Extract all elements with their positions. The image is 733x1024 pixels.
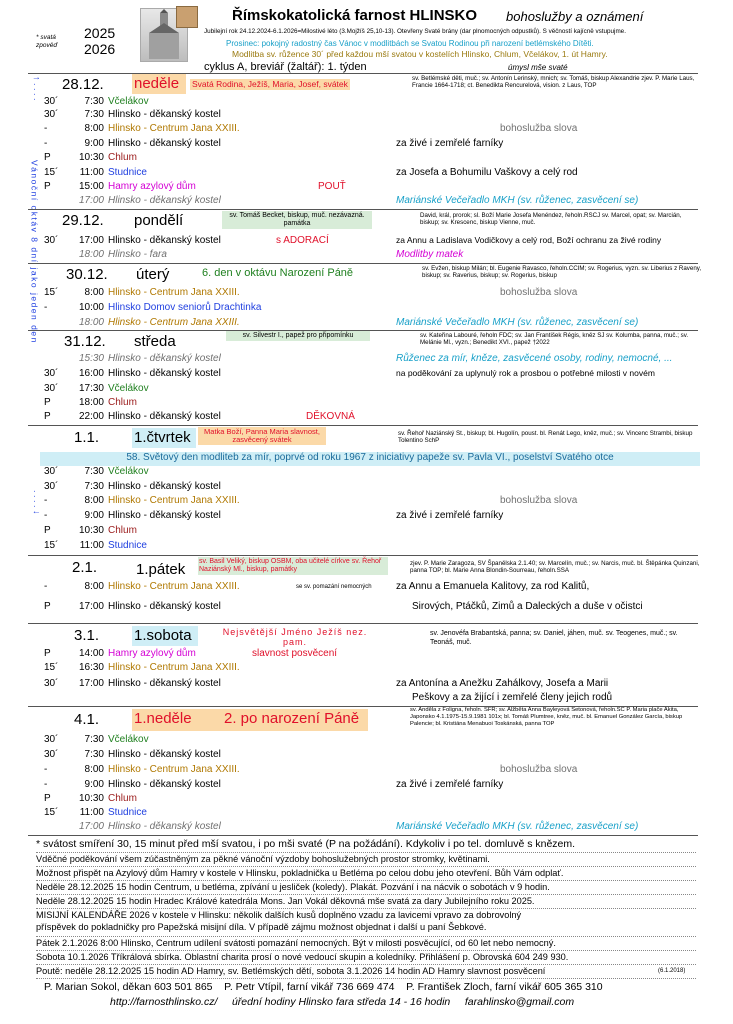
service-time: 7:30 — [84, 466, 104, 477]
confession-mark: 15´ — [44, 287, 59, 298]
divider — [36, 950, 696, 951]
liturgical-cycle: cyklus A, breviář (žaltář): 1. týden — [204, 61, 367, 73]
intention-header: úmysl mše svaté — [508, 63, 568, 72]
mass-intention: bohoslužba slova — [500, 123, 578, 134]
service-time: 10:30 — [78, 525, 104, 536]
service-time: 17:00 — [78, 821, 104, 832]
service-location: Chlum — [108, 525, 137, 536]
service-time: 11:00 — [79, 807, 104, 818]
service-time: 10:00 — [78, 302, 104, 313]
service-location: Hlinsko - děkanský kostel — [108, 779, 221, 790]
saints-list: David, král, prorok; sl. Boží Marie Josefa Menéndez, řeholn.RSCJ sv. Marcel, opat; sv. Marcián, biskup; sv. Krescenc, biskup Vienne, muč. — [420, 212, 682, 226]
mass-intention: na poděkování za uplynulý rok a prosbou o potřebné milosti v novém — [396, 368, 655, 378]
service-time: 8:00 — [84, 581, 104, 592]
service-location: Studnice — [108, 167, 147, 178]
service-location: Hlinsko - děkanský kostel — [108, 481, 221, 492]
service-location: Včelákov — [108, 383, 149, 394]
service-note: se sv. pomazání nemocných — [296, 584, 372, 590]
service-time: 11:00 — [79, 540, 104, 551]
service-location: Hamry azylový dům — [108, 648, 196, 659]
footer-web-link[interactable]: http://farnosthlinsko.cz/ úřední hodiny Hlinsko fara středa 14 - 16 hodin farahlinsko@gmail.com — [110, 996, 575, 1008]
confession-mark: 30´ — [44, 749, 59, 760]
saints-list: sv. Anděla z Foligna, řeholn. SFR; sv. Alžběta Anna Bayleyová Setonová, řeholn.SC P. Maria plače Akita, Japonsko 4.1.1975-15.9.1981 101x; bl. Tomáš Plumtree, kněz, muč. bl. Emanuel González García, biskup Palencie; bl. Kristiána Menabuoi Toskánská, panna TOP — [410, 707, 683, 727]
confession-mark: P — [44, 181, 51, 192]
service-time: 7:30 — [84, 749, 104, 760]
feast-label: sv. Silvestr I., papež pro připomínku — [226, 331, 370, 341]
service-time: 15:30 — [78, 353, 104, 364]
footer-note: příspěvek do pokladničky pro Papežská misijní díla. V případě zájmu možnost objednat i další u paní Šebkové. — [36, 922, 487, 932]
service-time: 17:00 — [78, 601, 104, 612]
service-time: 18:00 — [78, 397, 104, 408]
service-location: Chlum — [108, 152, 137, 163]
mass-intention: za živé i zemřelé farníky — [396, 138, 504, 149]
confession-mark: 30´ — [44, 96, 59, 107]
footer-note: Možnost přispět na Azylový dům Hamry v kostele v Hlinsku, pokladnička u Betléma po celou dobu jeho otevření. Bůh Vám odplať. — [36, 868, 564, 878]
day-date: 29.12. — [62, 212, 104, 229]
service-location: Hlinsko - děkanský kostel — [108, 138, 221, 149]
page-title: Římskokatolická farnost HLINSKO — [232, 7, 478, 24]
service-time: 11:00 — [79, 167, 104, 178]
service-time: 8:00 — [84, 123, 104, 134]
confession-mark: 15´ — [44, 540, 59, 551]
service-time: 7:30 — [84, 96, 104, 107]
divider — [28, 263, 698, 264]
mass-intention: bohoslužba slova — [500, 287, 578, 298]
service-location: Hlinsko - Centrum Jana XXIII. — [108, 317, 240, 328]
service-time: 16:00 — [78, 368, 104, 379]
confession-mark: 30´ — [44, 678, 59, 689]
service-location: Studnice — [108, 807, 147, 818]
service-location: Chlum — [108, 397, 137, 408]
day-date: 2.1. — [72, 559, 98, 576]
service-time: 15:00 — [78, 181, 104, 192]
divider — [36, 908, 696, 909]
service-time: 7:30 — [84, 109, 104, 120]
confession-mark: - — [44, 123, 48, 134]
service-location: Hlinsko - Centrum Jana XXIII. — [108, 123, 240, 134]
feast-label: 6. den v oktávu Narození Páně — [202, 267, 354, 279]
service-location: Hlinsko - Centrum Jana XXIII. — [108, 581, 240, 592]
jubilee-note: Jubilejní rok 24.12.2024-6.1.2026=Milostivé léto (3.Mojžíš 25,10-13). Otevřeny Svaté brány (dar plnomocných odpustků). S věčností kajícně vstupujme. — [204, 28, 626, 35]
service-time: 10:30 — [78, 152, 104, 163]
feast-label: Matka Boží, Panna Maria slavnost, zasvěcený svátek — [198, 427, 326, 445]
confession-mark: 30´ — [44, 109, 59, 120]
day-date: 28.12. — [62, 76, 104, 93]
service-time: 7:30 — [84, 481, 104, 492]
confession-mark: 15´ — [44, 662, 59, 673]
service-time: 17:00 — [78, 195, 104, 206]
service-note: DĚKOVNÁ — [306, 411, 355, 422]
year-2025: 2025 — [84, 25, 116, 41]
mass-intention: Peškovy a za žijící i zemřelé členy jejich rodů — [412, 692, 613, 703]
service-location: Hlinsko - děkanský kostel — [108, 109, 221, 120]
mass-intention: bohoslužba slova — [500, 495, 578, 506]
saints-list: sv. Evžen, biskup Milán; bl. Eugenie Ravasco, řeholn.CCIM; sv. Rogerius, vyzn. sv. Liberius z Raveny, biskup; sv. Raverius, biskup; sv. Rogerius, biskup — [422, 265, 702, 279]
confession-mark: - — [44, 581, 48, 592]
divider — [28, 73, 698, 74]
service-time: 9:00 — [84, 779, 104, 790]
divider — [28, 425, 698, 426]
divider — [28, 623, 698, 624]
saints-list: sv. Jenovéfa Brabantská, panna; sv. Daniel, jáhen, muč. sv. Teogenes, muč.; sv. Teonáš, muč. — [430, 630, 678, 646]
day-date: 31.12. — [64, 333, 106, 350]
service-location: Hlinsko - děkanský kostel — [108, 601, 221, 612]
footer-note: Vděčné poděkování všem zúčastněným za pěkné vánoční výzdoby bohoslužebných prostor stromky, květinami. — [36, 854, 490, 864]
service-location: Hlinsko - děkanský kostel — [108, 368, 221, 379]
service-location: Hlinsko - děkanský kostel — [108, 678, 221, 689]
footer-confession: * svátost smíření 30, 15 minut před mší svatou, i po mši svaté (P na požádání). Kdykoliv i po tel. domluvě s knězem. — [36, 838, 576, 850]
day-name: 1.pátek — [136, 561, 186, 578]
feast-label: Svatá Rodina, Ježíš, Maria, Josef, svátek — [192, 79, 348, 89]
mass-intention: za živé i zemřelé farníky — [396, 779, 504, 790]
peace-day-banner: 58. Světový den modliteb za mír, poprvé od roku 1967 z iniciativy papeže sv. Pavla VI., poselství Svatého otce — [40, 452, 700, 466]
day-name: 1.čtvrtek — [132, 428, 196, 448]
service-location: Studnice — [108, 540, 147, 551]
service-location: Hlinsko Domov seniorů Drachtinka — [108, 302, 262, 313]
confession-mark: P — [44, 525, 51, 536]
svata-zpoved-label: * svatá zpověď — [36, 34, 58, 49]
mass-intention: bohoslužba slova — [500, 764, 578, 775]
day-date: 3.1. — [74, 627, 100, 644]
service-time: 14:00 — [78, 648, 104, 659]
service-location: Hlinsko - fara — [108, 249, 167, 260]
feast-label: Nejsvětější Jméno Ježíš nez. pam. — [222, 627, 368, 647]
mass-intention: Mariánské Večeřadlo MKH (sv. růženec, zasvěcení se) — [396, 195, 639, 206]
service-time: 10:30 — [78, 793, 104, 804]
confession-mark: 30´ — [44, 235, 59, 246]
service-location: Chlum — [108, 793, 137, 804]
confession-mark: P — [44, 601, 51, 612]
footer-note: Poutě: neděle 28.12.2025 15 hodin AD Hamry, sv. Betlémských dětí, sobota 3.1.2026 14 hodin AD Hamry slavnost posvěcení — [36, 966, 546, 976]
divider — [28, 209, 698, 210]
service-location: Hlinsko - děkanský kostel — [108, 235, 221, 246]
divider — [36, 978, 696, 979]
mass-intention: za Josefa a Bohumilu Vaškovy a celý rod — [396, 167, 578, 178]
confession-mark: 30´ — [44, 466, 59, 477]
day-name: 1.neděle — [132, 709, 368, 731]
mass-intention: Modlitby matek — [396, 249, 464, 260]
day-date: 4.1. — [74, 711, 100, 728]
mass-intention: za Antonína a Anežku Zahálkovy, Josefa a Marii — [396, 678, 609, 689]
service-time: 17:00 — [78, 678, 104, 689]
service-location: Hlinsko - Centrum Jana XXIII. — [108, 764, 240, 775]
day-name: úterý — [136, 266, 170, 283]
service-time: 8:00 — [84, 495, 104, 506]
day-date: 1.1. — [74, 429, 100, 446]
service-location: Hlinsko - Centrum Jana XXIII. — [108, 662, 240, 673]
feast-label: 2. po narození Páně — [224, 710, 360, 727]
divider — [28, 555, 698, 556]
service-time: 17:30 — [78, 383, 104, 394]
footer-note: Pátek 2.1.2026 8:00 Hlinsko, Centrum udílení svátosti pomazání nemocných. Být v milosti posvěcující, od 60 let nebo nemocný. — [36, 938, 556, 948]
octave-vertical-text: Vánoční oktáv 8 dní jako jeden den — [29, 160, 40, 344]
confession-mark: - — [44, 779, 48, 790]
service-location: Hlinsko - Centrum Jana XXIII. — [108, 287, 240, 298]
page-subtitle: bohoslužby a oznámení — [506, 9, 644, 24]
service-time: 18:00 — [78, 249, 104, 260]
service-time: 8:00 — [84, 287, 104, 298]
octave-arrow-down: . . . . ↓ — [32, 490, 42, 515]
divider — [36, 964, 696, 965]
divider — [28, 835, 698, 836]
service-time: 7:30 — [84, 734, 104, 745]
confession-mark: - — [44, 302, 48, 313]
service-location: Hlinsko - děkanský kostel — [108, 195, 221, 206]
confession-mark: P — [44, 648, 51, 659]
service-time: 9:00 — [84, 138, 104, 149]
confession-mark: P — [44, 152, 51, 163]
day-date: 30.12. — [66, 266, 108, 283]
confession-mark: 15´ — [44, 807, 59, 818]
confession-mark: P — [44, 411, 51, 422]
confession-mark: 30´ — [44, 734, 59, 745]
divider — [36, 852, 696, 853]
service-time: 9:00 — [84, 510, 104, 521]
footer-contacts: P. Marian Sokol, děkan 603 501 865 P. Petr Vtípil, farní vikář 736 669 474 P. František Zloch, farní vikář 605 365 310 — [44, 981, 603, 993]
service-location: Hlinsko - děkanský kostel — [108, 749, 221, 760]
mass-intention: za Annu a Emanuela Kalitovy, za rod Kalitů, — [396, 581, 590, 592]
confession-mark: - — [44, 495, 48, 506]
mass-intention: Růženec za mír, kněze, zasvěcené osoby, rodiny, nemocné, ... — [396, 353, 673, 364]
saints-list: sv. Betlémské děti, muč.; sv. Antonín Lerinský, mnich; sv. Tomáš, biskup Alexandrie zjev. P. Marie Laus, Francie 1664-1718; ct. Benedikta Rencurelová, vision. z Laus, TOP — [412, 75, 695, 89]
confession-mark: P — [44, 397, 51, 408]
divider — [36, 866, 696, 867]
feast-label: sv. Basil Veliký, biskup OSBM, oba učitelé církve sv. Řehoř Naziánský Ml., biskup, památky — [198, 557, 388, 575]
prosinec-note: Prosinec: pokojný radostný čas Vánoc v modlitbách se Svatou Rodinou při narození betlémského Dítěti. — [226, 39, 594, 48]
service-location: Včelákov — [108, 466, 149, 477]
mass-intention: Mariánské Večeřadlo MKH (sv. růženec, zasvěcení se) — [396, 317, 639, 328]
service-location: Včelákov — [108, 96, 149, 107]
day-name: pondělí — [134, 212, 184, 229]
saints-list: sv. Řehoř Naziánský St., biskup; bl. Hugolín, poust. bl. Renát Lego, kněz, muč.; sv. Vincenc Strambi, biskup Tolentino SchP — [398, 430, 693, 444]
service-location: Hlinsko - Centrum Jana XXIII. — [108, 495, 240, 506]
footer-note: Neděle 28.12.2025 15 hodin Hradec Králové katedrála Mons. Jan Vokál děkovná mše svatá za dary Jubilejního roku 2025. — [36, 896, 535, 906]
octave-arrow-up: ↑ . . . . — [32, 76, 42, 101]
mass-intention: Sirových, Ptáčků, Zimů a Daleckých a duše v očistci — [412, 601, 643, 612]
day-name: středa — [134, 333, 176, 350]
footer-note: Sobota 10.1.2026 Tříkrálová sbírka. Oblastní charita prosí o nové vedoucí skupin a koledníky. Přihlášení p. Obrovská 604 249 930. — [36, 952, 569, 962]
footer-date-small: (6.1.2018) — [658, 968, 686, 974]
service-note: slavnost posvěcení — [252, 648, 338, 659]
saints-list: sv. Kateřina Labouré, řeholn FDC; sv. Jan František Régis, kněz SJ sv. Kolumba, panna, muč.; sv. Melánie Ml., vyzn.; Benedikt XVI., papež †2022 — [420, 332, 689, 346]
confession-mark: - — [44, 764, 48, 775]
painting-image — [176, 6, 198, 28]
day-name: 1.sobota — [132, 626, 198, 646]
service-location: Hamry azylový dům — [108, 181, 196, 192]
confession-mark: - — [44, 138, 48, 149]
service-time: 8:00 — [84, 764, 104, 775]
saints-list: zjev. P. Marie Zaragoza, SV Španělska 2.1.40; sv. Marcelín, muč.; sv. Narcis, muč. bl. Štěpánka Quinzani, panna TOP; bl. Marie Anna Blondin-Sourreau, řeholn.SSA — [410, 560, 700, 574]
confession-mark: 30´ — [44, 481, 59, 492]
divider — [36, 936, 696, 937]
service-time: 17:00 — [78, 235, 104, 246]
service-location: Hlinsko - děkanský kostel — [108, 353, 221, 364]
service-time: 18:00 — [78, 317, 104, 328]
service-time: 16:30 — [78, 662, 104, 673]
year-2026: 2026 — [84, 41, 116, 57]
service-note: POUŤ — [318, 181, 346, 192]
divider — [36, 880, 696, 881]
confession-mark: 15´ — [44, 167, 59, 178]
service-note: s ADORACÍ — [276, 235, 329, 246]
confession-mark: 30´ — [44, 383, 59, 394]
confession-mark: 30´ — [44, 368, 59, 379]
service-location: Hlinsko - děkanský kostel — [108, 510, 221, 521]
mass-intention: Mariánské Večeřadlo MKH (sv. růženec, zasvěcení se) — [396, 821, 639, 832]
day-name: neděle — [132, 74, 186, 94]
divider — [36, 894, 696, 895]
rosary-note: Modlitba sv. růžence 30´ před každou mší svatou v kostelích Hlinsko, Chlum, Včelákov, 1. út Hamry. — [232, 49, 608, 59]
service-location: Hlinsko - děkanský kostel — [108, 411, 221, 422]
mass-intention: za živé i zemřelé farníky — [396, 510, 504, 521]
service-location: Hlinsko - děkanský kostel — [108, 821, 221, 832]
confession-mark: - — [44, 510, 48, 521]
confession-mark: P — [44, 793, 51, 804]
service-location: Včelákov — [108, 734, 149, 745]
service-time: 22:00 — [78, 411, 104, 422]
mass-intention: za Annu a Ladislava Vodičkovy a celý rod, Boží ochranu za živé rodiny — [396, 235, 662, 245]
footer-note: Neděle 28.12.2025 15 hodin Centrum, u betléma, zpívání u jesliček (koledy). Plakát. Pozvání i na nácvik o sobotách v 9 hodin. — [36, 882, 550, 892]
feast-label: sv. Tomáš Becket, biskup, muč. nezávazná. památka — [222, 211, 372, 229]
footer-note: MISIJNÍ KALENDÁŘE 2026 v kostele v Hlinsku: několik dalších kusů doplněno vzadu za lavicemi vpravo za dobrovolný — [36, 910, 522, 920]
